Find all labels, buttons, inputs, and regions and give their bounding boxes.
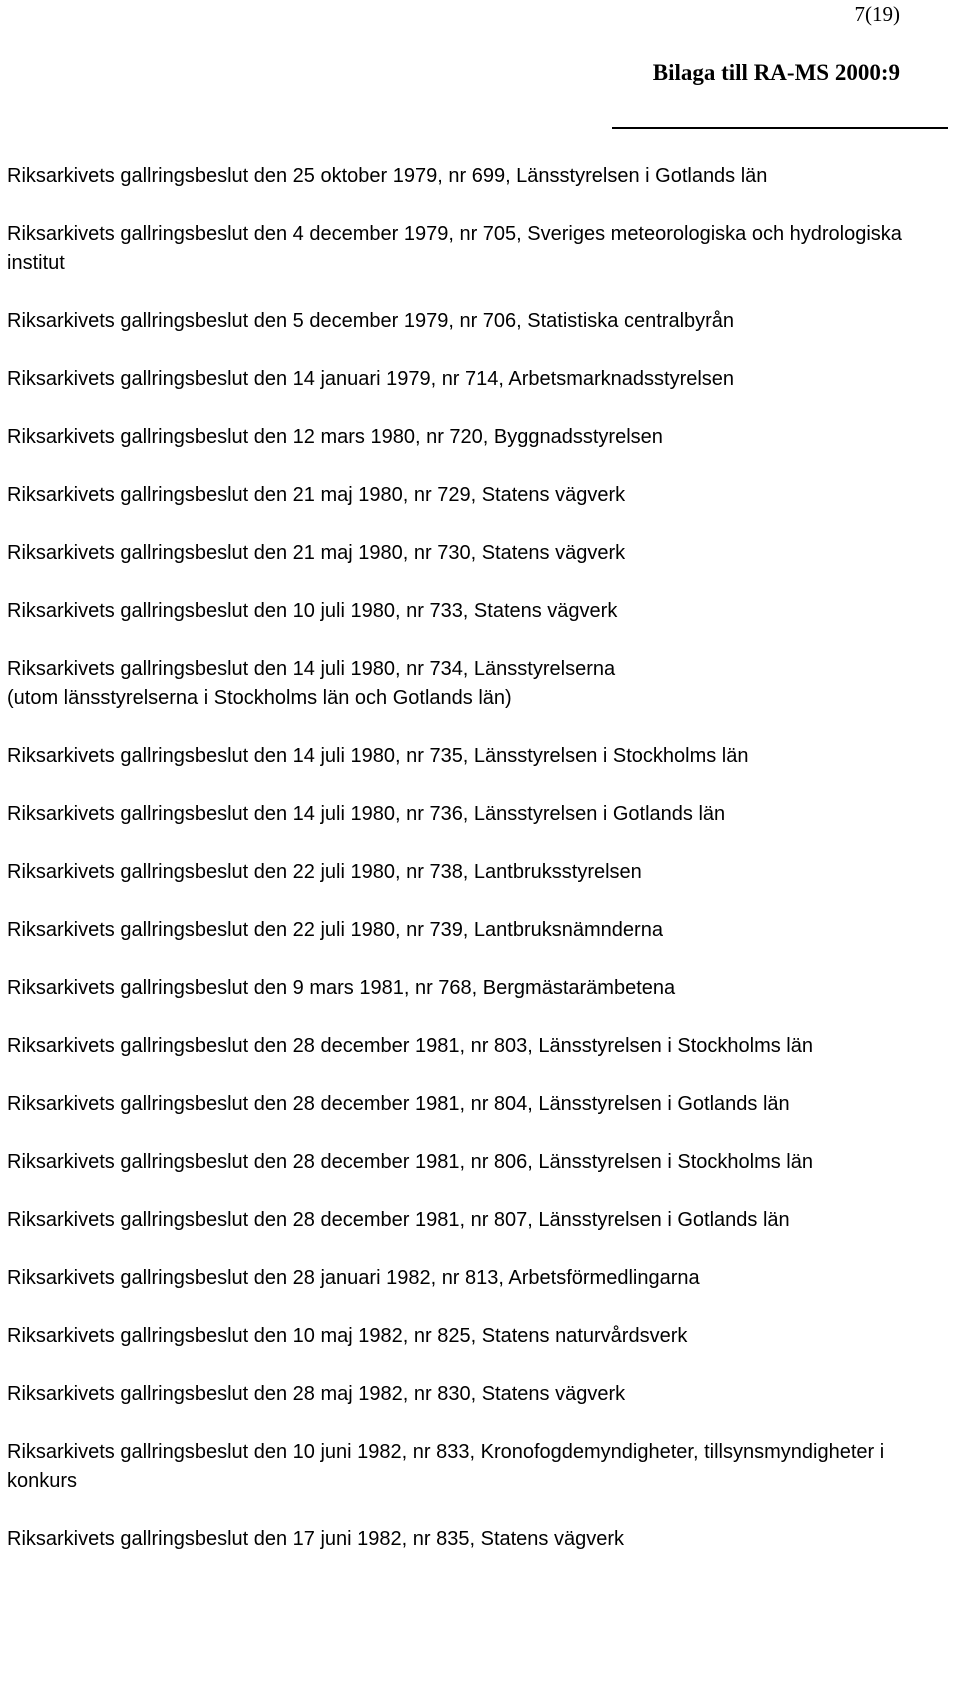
list-item: Riksarkivets gallringsbeslut den 4 december 1979, nr 705, Sveriges meteorologiska och hydrologiska institut: [7, 223, 902, 274]
list-item: Riksarkivets gallringsbeslut den 22 juli 1980, nr 738, Lantbruksstyrelsen: [7, 861, 642, 883]
page-number: 7(19): [854, 2, 900, 26]
list-item: Riksarkivets gallringsbeslut den 12 mars 1980, nr 720, Byggnadsstyrelsen: [7, 426, 663, 448]
list-item: Riksarkivets gallringsbeslut den 21 maj 1980, nr 730, Statens vägverk: [7, 542, 626, 564]
header-divider: [612, 127, 948, 129]
list-item: Riksarkivets gallringsbeslut den 14 juli 1980, nr 735, Länsstyrelsen i Stockholms län: [7, 745, 749, 767]
list-item: Riksarkivets gallringsbeslut den 5 december 1979, nr 706, Statistiska centralbyrån: [7, 310, 735, 332]
list-item: Riksarkivets gallringsbeslut den 28 december 1981, nr 803, Länsstyrelsen i Stockholms län: [7, 1035, 813, 1057]
list-item: Riksarkivets gallringsbeslut den 28 december 1981, nr 804, Länsstyrelsen i Gotlands län: [7, 1093, 790, 1115]
list-item: Riksarkivets gallringsbeslut den 22 juli 1980, nr 739, Lantbruksnämnderna: [7, 919, 663, 941]
list-item: Riksarkivets gallringsbeslut den 14 juli 1980, nr 734, Länsstyrelserna (utom länsstyrelserna i Stockholms län och Gotlands län): [7, 658, 616, 709]
list-item: Riksarkivets gallringsbeslut den 14 juli 1980, nr 736, Länsstyrelsen i Gotlands län: [7, 803, 726, 825]
list-item: Riksarkivets gallringsbeslut den 28 december 1981, nr 807, Länsstyrelsen i Gotlands län: [7, 1209, 790, 1231]
list-item: Riksarkivets gallringsbeslut den 9 mars 1981, nr 768, Bergmästarämbetena: [7, 977, 676, 999]
decision-list: [7, 162, 952, 1583]
list-item: Riksarkivets gallringsbeslut den 17 juni 1982, nr 835, Statens vägverk: [7, 1528, 625, 1550]
list-item: Riksarkivets gallringsbeslut den 28 maj 1982, nr 830, Statens vägverk: [7, 1383, 626, 1405]
list-item: Riksarkivets gallringsbeslut den 28 december 1981, nr 806, Länsstyrelsen i Stockholms län: [7, 1151, 813, 1173]
list-item: Riksarkivets gallringsbeslut den 28 januari 1982, nr 813, Arbetsförmedlingarna: [7, 1267, 700, 1289]
list-item: Riksarkivets gallringsbeslut den 10 juli 1980, nr 733, Statens vägverk: [7, 600, 618, 622]
list-item: Riksarkivets gallringsbeslut den 10 maj 1982, nr 825, Statens naturvårdsverk: [7, 1325, 688, 1347]
list-item: Riksarkivets gallringsbeslut den 21 maj 1980, nr 729, Statens vägverk: [7, 484, 626, 506]
list-item: Riksarkivets gallringsbeslut den 25 oktober 1979, nr 699, Länsstyrelsen i Gotlands län: [7, 165, 768, 187]
document-title: Bilaga till RA-MS 2000:9: [652, 60, 900, 85]
list-item: Riksarkivets gallringsbeslut den 14 januari 1979, nr 714, Arbetsmarknadsstyrelsen: [7, 368, 735, 390]
list-item: Riksarkivets gallringsbeslut den 10 juni 1982, nr 833, Kronofogdemyndigheter, tillsynsmyndigheter i konkurs: [7, 1441, 885, 1492]
